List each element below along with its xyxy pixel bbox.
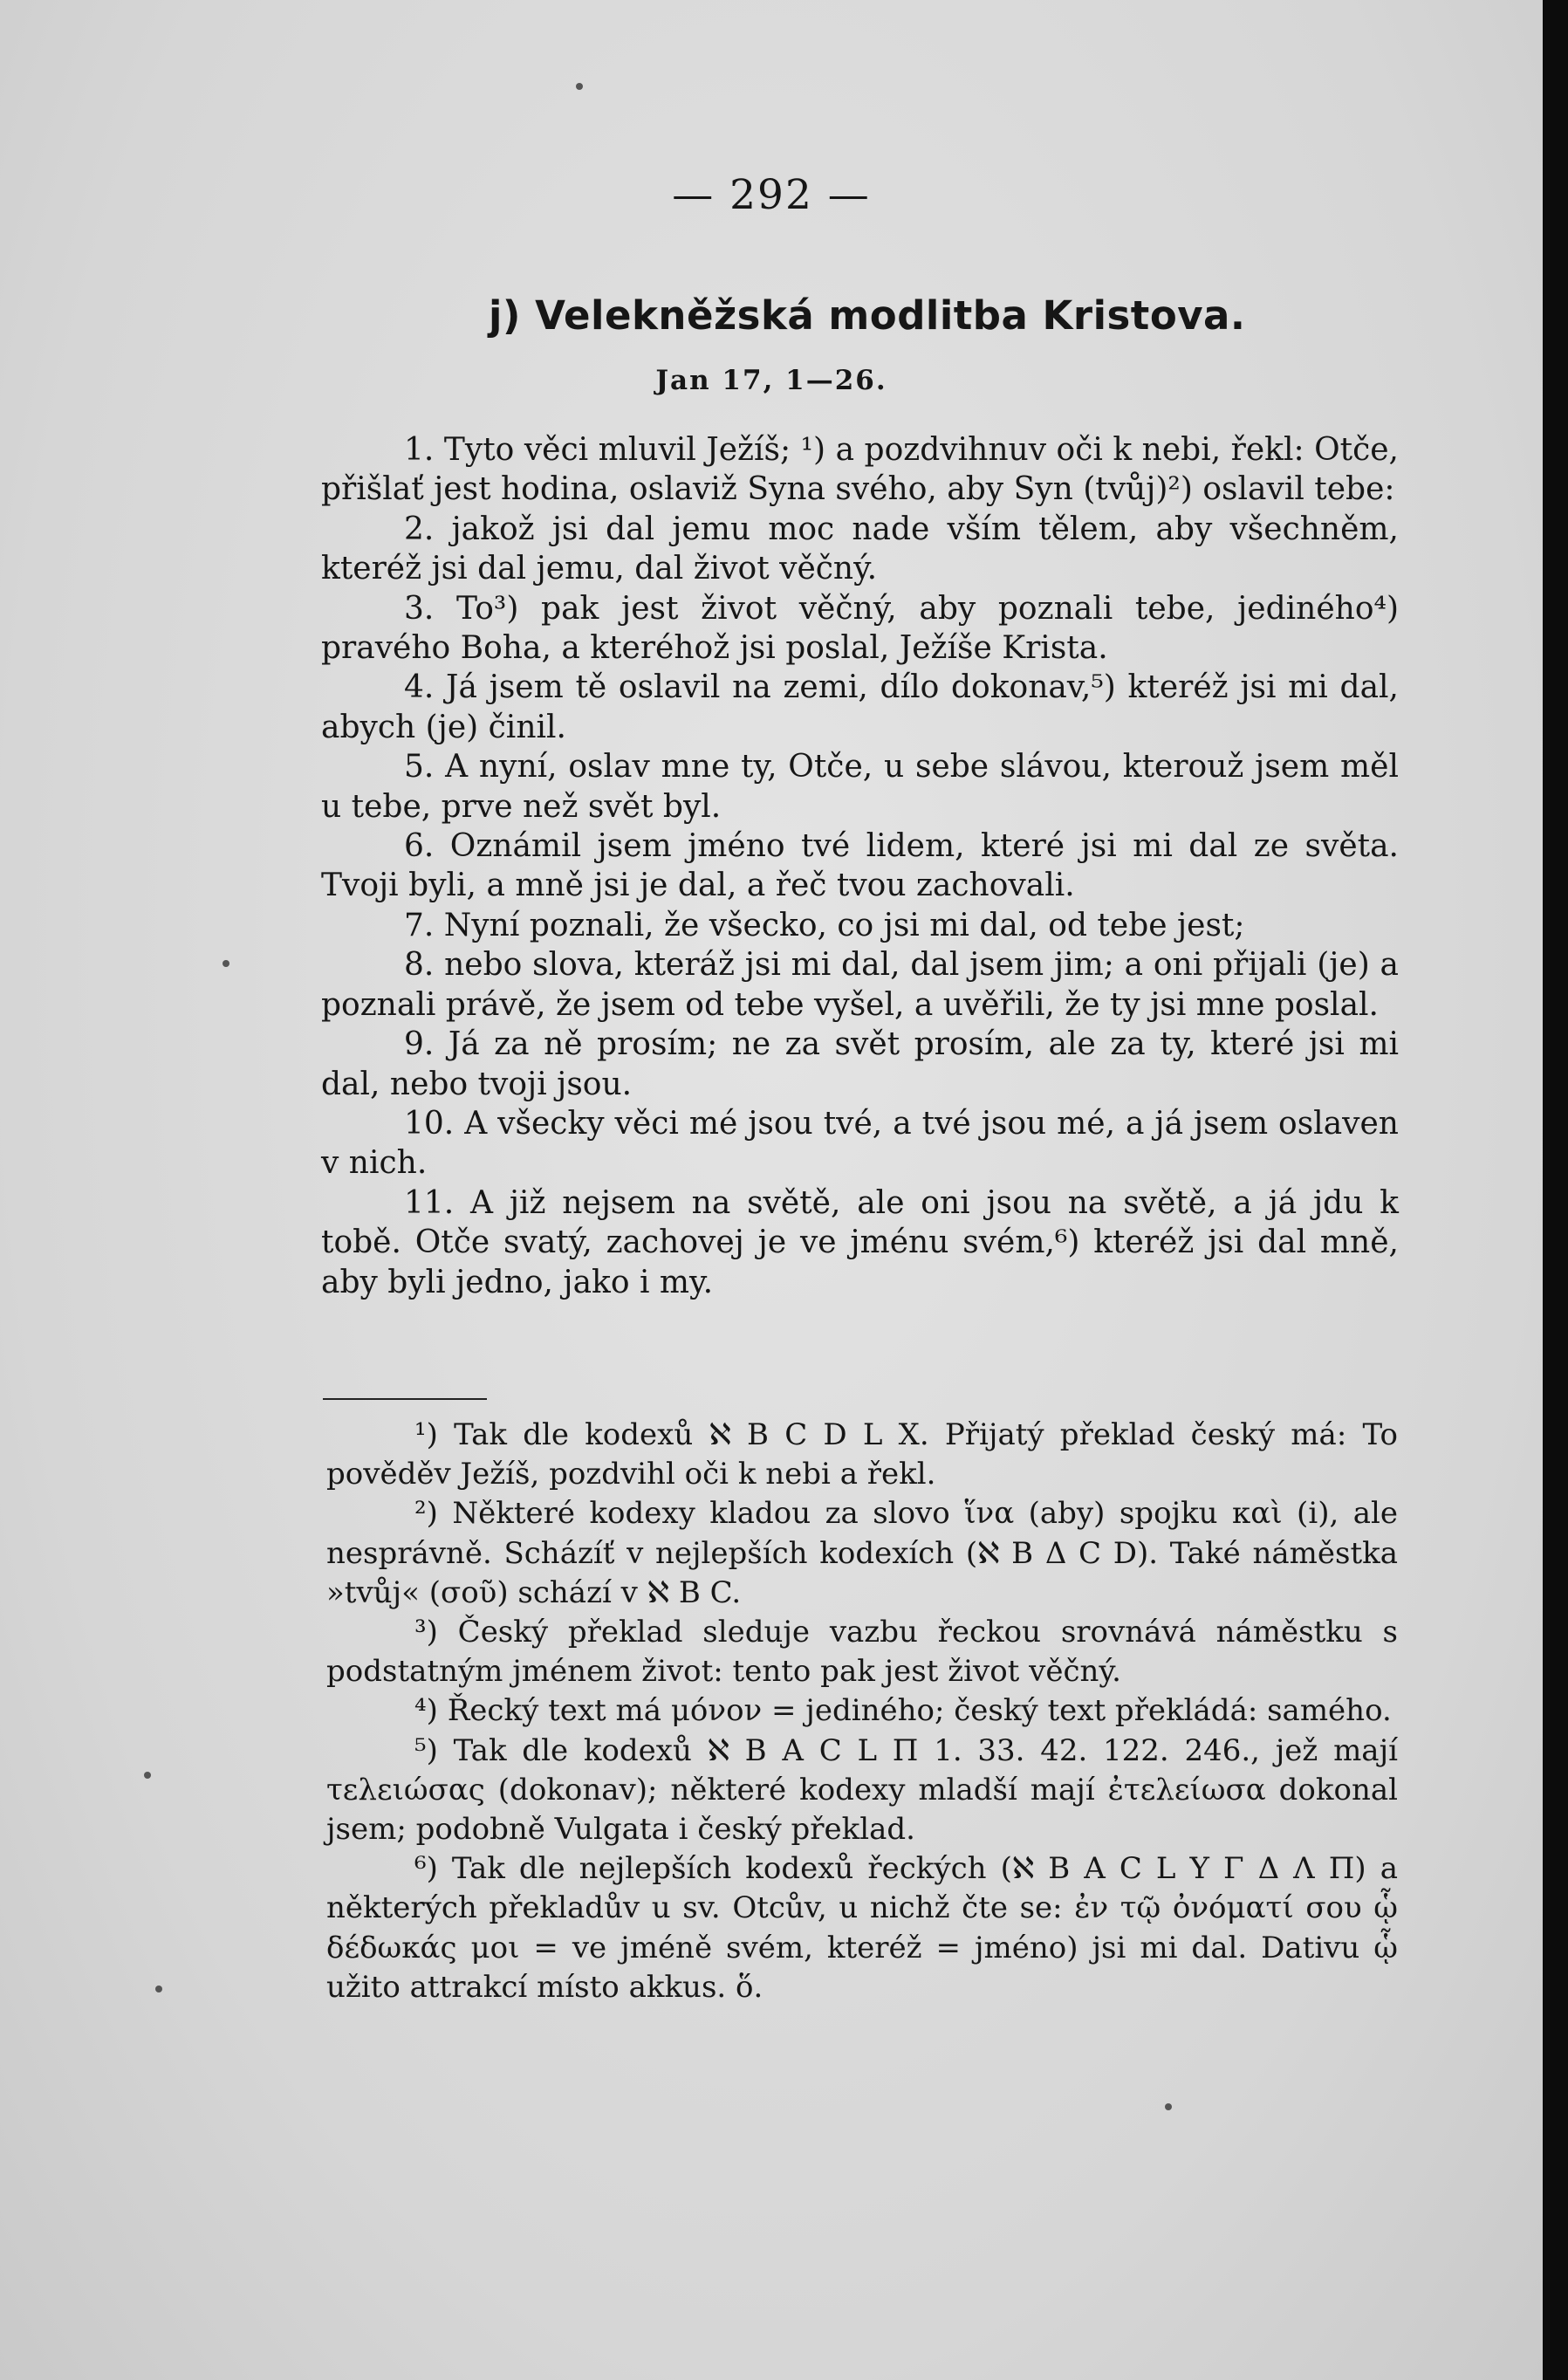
verse-9: 9. Já za ně prosím; ne za svět prosím, ale za ty, které jsi mi dal, nebo tvoji jsou.: [321, 1026, 1399, 1102]
verse-6: 6. Oznámil jsem jméno tvé lidem, které jsi mi dal ze světa. Tvoji byli, a mně jsi je dal, a řeč tvou zachovali.: [321, 828, 1399, 904]
footnote-2: ²) Některé kodexy kladou za slovo ἵνα (aby) spojku καὶ (i), ale nesprávně. Scházíť v nejlepších kodexích (ℵ B Δ C D). Také náměstka »tvůj« (σοῦ) schází v ℵ B C.: [326, 1496, 1398, 1610]
footnote-separator: [323, 1398, 487, 1400]
verse-5: 5. A nyní, oslav mne ty, Otče, u sebe slávou, kterouž jsem měl u tebe, prve než svět byl.: [321, 749, 1399, 825]
footnote-5: ⁵) Tak dle kodexů ℵ B A C L Π 1. 33. 42. 122. 246., jež mají τελειώσας (dokonav); některé kodexy mladší mají ἐτελείωσα dokonal jsem; podobně Vulgata i český překlad.: [326, 1732, 1398, 1848]
verse-8: 8. nebo slova, kteráž jsi mi dal, dal jsem jim; a oni přijali (je) a poznali právě, že jsem od tebe vyšel, a uvěřili, že ty jsi mne poslal.: [321, 947, 1399, 1023]
footnote-4: ⁴) Řecký text má μόνον = jediného; český text překládá: samého.: [414, 1693, 1392, 1729]
footnote-3: ³) Český překlad sleduje vazbu řeckou srovnává náměstku s podstatným jménem život: tento pak jest život věčný.: [326, 1615, 1398, 1690]
verse-1: 1. Tyto věci mluvil Ježíš; ¹) a pozdvihnuv oči k nebi, řekl: Otče, přišlať jest hodina, oslaviž Syna svého, aby Syn (tvůj)²) oslavil tebe:: [321, 432, 1399, 508]
scan-edge: [1543, 0, 1568, 2380]
verse-list: [321, 430, 1399, 1302]
footnote-6: ⁶) Tak dle nejlepších kodexů řeckých (ℵ B A C L Y Γ Δ Λ Π) a některých překladův u sv. Otcův, u nichž čte se: ἐν τῷ ὀνόματί σου ᾧ δέδωκάς μοι = ve jméně svém, kteréž = jméno) jsi mi dal. Dativu ᾧ užito attrakcí místo akkus. ὅ.: [326, 1851, 1398, 2005]
paper-speck: [155, 1986, 162, 1992]
paper-speck: [144, 1772, 151, 1779]
verse-10: 10. A všecky věci mé jsou tvé, a tvé jsou mé, a já jsem oslaven v nich.: [321, 1105, 1399, 1182]
paper-speck: [1165, 2103, 1172, 2110]
verse-3: 3. To³) pak jest život věčný, aby poznali tebe, jediného⁴) pravého Boha, a kteréhož jsi poslal, Ježíše Krista.: [321, 590, 1399, 667]
footnote-1: ¹) Tak dle kodexů ℵ B C D L X. Přijatý překlad český má: To pověděv Ježíš, pozdvihl oči k nebi a řekl.: [326, 1417, 1398, 1492]
page-number: — 292 —: [672, 171, 871, 219]
paper-speck: [576, 83, 583, 90]
verse-11: 11. A již nejsem na světě, ale oni jsou na světě, a já jdu k tobě. Otče svatý, zachovej je ve jménu svém,⁶) kteréž jsi dal mně, aby byli jedno, jako i my.: [321, 1184, 1399, 1300]
verse-2: 2. jakož jsi dal jemu moc nade vším tělem, aby všechněm, kteréž jsi dal jemu, dal život věčný.: [321, 511, 1399, 587]
paper-speck: [223, 960, 229, 967]
scripture-reference: Jan 17, 1—26.: [655, 365, 887, 396]
verse-7: 7. Nyní poznali, že všecko, co jsi mi dal, od tebe jest;: [404, 907, 1245, 943]
verse-4: 4. Já jsem tě oslavil na zemi, dílo dokonav,⁵) kteréž jsi mi dal, abych (je) činil.: [321, 669, 1399, 745]
chapter-title: j) Velekněžská modlitba Kristova.: [489, 292, 1246, 339]
footnote-list: [326, 1416, 1398, 2007]
